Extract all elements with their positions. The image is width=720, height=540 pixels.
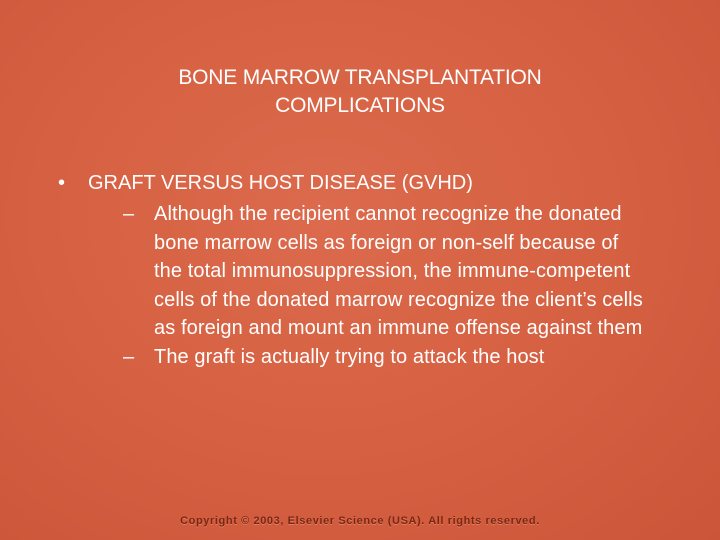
sub-bullet-item	[123, 200, 643, 343]
bullet-item	[58, 170, 658, 196]
sub-bullet-text: Although the recipient cannot recognize the donated bone marrow cells as foreign or non-self because of the total immunosuppression, the immune-competent cells of the donated marrow recognize the client’s cells as foreign and mount an immune offense against them	[154, 203, 643, 340]
copyright-notice: Copyright © 2003, Elsevier Science (USA). All rights reserved.	[180, 515, 540, 527]
bullet-text: GRAFT VERSUS HOST DISEASE (GVHD)	[88, 172, 473, 194]
sub-bullet-text: The graft is actually trying to attack the host	[154, 345, 545, 368]
slide-title-line-1: BONE MARROW TRANSPLANTATION	[178, 66, 542, 89]
dash-icon: –	[123, 203, 135, 225]
sub-bullet-list	[123, 200, 643, 372]
slide-content	[58, 170, 658, 372]
sub-bullet-item	[123, 343, 643, 372]
slide-title-line-2: COMPLICATIONS	[275, 94, 445, 117]
dash-icon: –	[123, 345, 135, 368]
bullet-icon: •	[58, 172, 66, 194]
slide-title	[60, 64, 660, 120]
